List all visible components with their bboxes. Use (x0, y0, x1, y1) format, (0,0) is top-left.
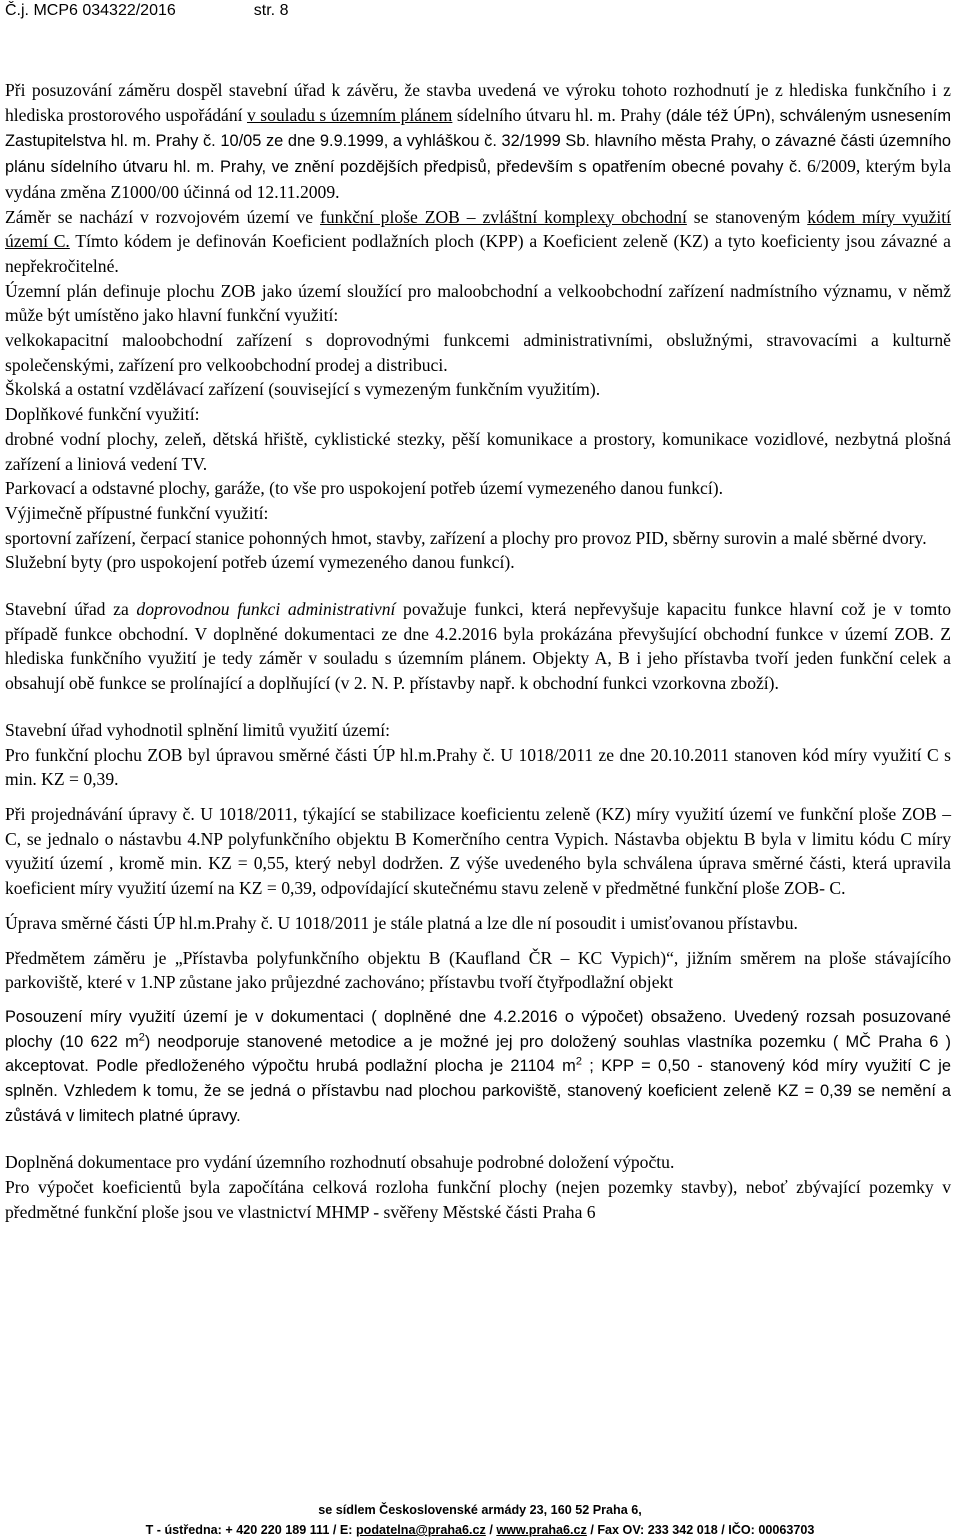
heading-supplementary-use: Doplňkové funkční využití: (5, 404, 200, 425)
paragraph-calculation: Pro výpočet koeficientů byla započítána celková rozloha funkční plochy (nejen pozemky stavby), neboť zbývající pozemky v předmětné funkční ploše jsou ve vlastnictví MHMP - svěřeny Městské části Praha 6 (5, 1177, 951, 1222)
paragraph-conformity: Při posuzování záměru dospěl stavební úřad k závěru, že stavba uvedená ve výroku tohoto rozhodnutí je z hlediska funkčního i z hlediska prostorového uspořádání v souladu s územním plánem sídelního útvaru hl. m. Prahy (dále též ÚPn), schváleným usnesením Zastupitelstva hl. m. Prahy č. 10/05 ze dne 9.9.1999, a vyhláškou č. 32/1999 Sb. hlavního města Prahy, o závazné části územního plánu sídelního útvaru hl. m. Prahy, ve znění pozdějších předpisů, především s opatřením obecné povahy č. 6/2009, kterým byla vydána změna Z1000/00 účinná od 12.11.2009. (5, 80, 952, 202)
paragraph-exceptional-use: sportovní zařízení, čerpací stanice pohonných hmot, stavby, zařízení a plochy pro provoz PID, sběrny surovin a malé sběrné dvory. (5, 527, 927, 548)
paragraph-assessment: Posouzení míry využití území je v dokumentaci ( doplněné dne 4.2.2016 o výpočet) obsaženo. Uvedený rozsah posuzované plochy (10 622 $m^2$) neodporuje stanovené metodice a je možné jej pro doložený souhlas vlastníka pozemku ( MČ Praha 6 ) akceptovat. Podle předloženého výpočtu hrubá podlažní plocha je 21104 $m^2$ ; KPP = 0,50 - stanovený kód míry využití C je splněn. Vzhledem k tomu, že se jedná o přístavbu nad plochou parkoviště, stanovený koeficient zeleně KZ = 0,39 se nemění a zůstává v limitech platné úpravy. (5, 1007, 951, 1125)
paragraph-main-use: velkokapacitní maloobchodní zařízení s doprovodnými funkcemi administrativními, obslužnými, stravovacími a kulturně společenskými, zařízení pro velkoobchodní prodej a distribuci. (5, 330, 951, 375)
paragraph-zob-definition: Územní plán definuje plochu ZOB jako území sloužící pro maloobchodní a velkoobchodní zařízení nadmístního významu, v němž může být umístěno jako hlavní funkční využití: (5, 280, 951, 326)
footer-contacts: T - ústředna: + 420 220 189 111 / E: podatelna@praha6.cz / www.praha6.cz / Fax OV: 233 342 018 / IČO: 00063703 (145, 1523, 815, 1537)
page-footer (0, 1500, 960, 1540)
paragraph-adjustment-valid: Úprava směrné části ÚP hl.m.Prahy č. U 1018/2011 je stále platná a lze dle ní posoudit i umisťovanou přístavbu. (5, 912, 798, 933)
paragraph-adjustment-u1018: Při projednávání úpravy č. U 1018/2011, týkající se stabilizace koeficientu zeleně (KZ) míry využití území ve funkční ploše ZOB – C, se jednalo o nástavbu 4.NP polyfunkčního objektu B Komerčního centra Vypich. Nástavba objektu B byla v limitu kódu C míry využití území , kromě min. KZ = 0,55, který nebyl dodržen. Z výše uvedeného byla schválena úprava směrné části, která upravila koeficient míry využití území na KZ = 0,39, odpovídající skutečnému stavu zeleně v předmětné funkční ploše ZOB- C. (5, 803, 951, 899)
paragraph-zob-zone: Záměr se nachází v rozvojovém území ve funkční ploše ZOB – zvláštní komplexy obchodní se stanoveným kódem míry využití území C. Tímto kódem je definován Koeficient podlažních ploch (KPP) a Koeficient zeleně (KZ) a tyto koeficienty jsou závazné a nepřekročitelné. (5, 206, 952, 276)
paragraph-zob-code: Pro funkční plochu ZOB byl úpravou směrné části ÚP hl.m.Prahy č. U 1018/2011 ze dne 20.10.2011 stanoven kód míry využití C s min. KZ = 0,39. (5, 744, 951, 790)
heading-exceptional-use: Výjimečně přípustné funkční využití: (5, 502, 269, 523)
paragraph-administrative-function: Stavební úřad za doprovodnou funkci administrativní považuje funkci, která nepřevyšuje kapacitu funkce hlavní což je v tomto případě funkce obchodní. V doplněné dokumentaci ze dne 4.2.2016 byla prokázána převyšující obchodní funkce v území ZOB. Z hlediska funkčního využití je tedy záměr v souladu s územním plánem. Objekty A, B i jeho přístavba tvoří jeden funkční celek a obsahují obě funkce se prolínající a doplňující (v 2. N. P. přístavby např. k obchodní funkci vzorkovna zboží). (5, 599, 951, 694)
paragraph-parking: Parkovací a odstavné plochy, garáže, (to vše pro uspokojení potřeb území vymezeného danou funkcí). (5, 478, 724, 499)
page-number: str. 8 (253, 2, 289, 19)
document-reference: Č.j. MCP6 034322/2016 (5, 2, 176, 19)
paragraph-schools: Školská a ostatní vzdělávací zařízení (související s vymezeným funkčním využitím). (5, 379, 601, 400)
paragraph-supplementary-use: drobné vodní plochy, zeleň, dětská hřiště, cyklistické stezky, pěší komunikace a prostory, komunikace vozidlové, nezbytná plošná zařízení a liniová vedení TV. (5, 428, 951, 474)
paragraph-service-flats: Služební byty (pro uspokojení potřeb území vymezeného danou funkcí). (5, 552, 515, 573)
website-link[interactable]: www.praha6.cz (496, 1523, 587, 1537)
heading-limits-evaluation: Stavební úřad vyhodnotil splnění limitů využití území: (5, 719, 391, 740)
paragraph-documentation: Doplněná dokumentace pro vydání územního rozhodnutí obsahuje podrobné doložení výpočtu. (5, 1152, 675, 1173)
document-body (5, 78, 951, 1225)
page-header (5, 2, 288, 20)
footer-address: se sídlem Československé armády 23, 160 52 Praha 6, (318, 1503, 642, 1517)
email-link[interactable]: podatelna@praha6.cz (355, 1523, 486, 1537)
paragraph-subject: Předmětem záměru je „Přístavba polyfunkčního objektu B (Kaufland ČR – KC Vypich)“, jižním směrem na ploše stávajícího parkoviště, které v 1.NP zůstane jako průjezdné zachováno; přístavbu tvoří čtyřpodlažní objekt (5, 947, 951, 993)
